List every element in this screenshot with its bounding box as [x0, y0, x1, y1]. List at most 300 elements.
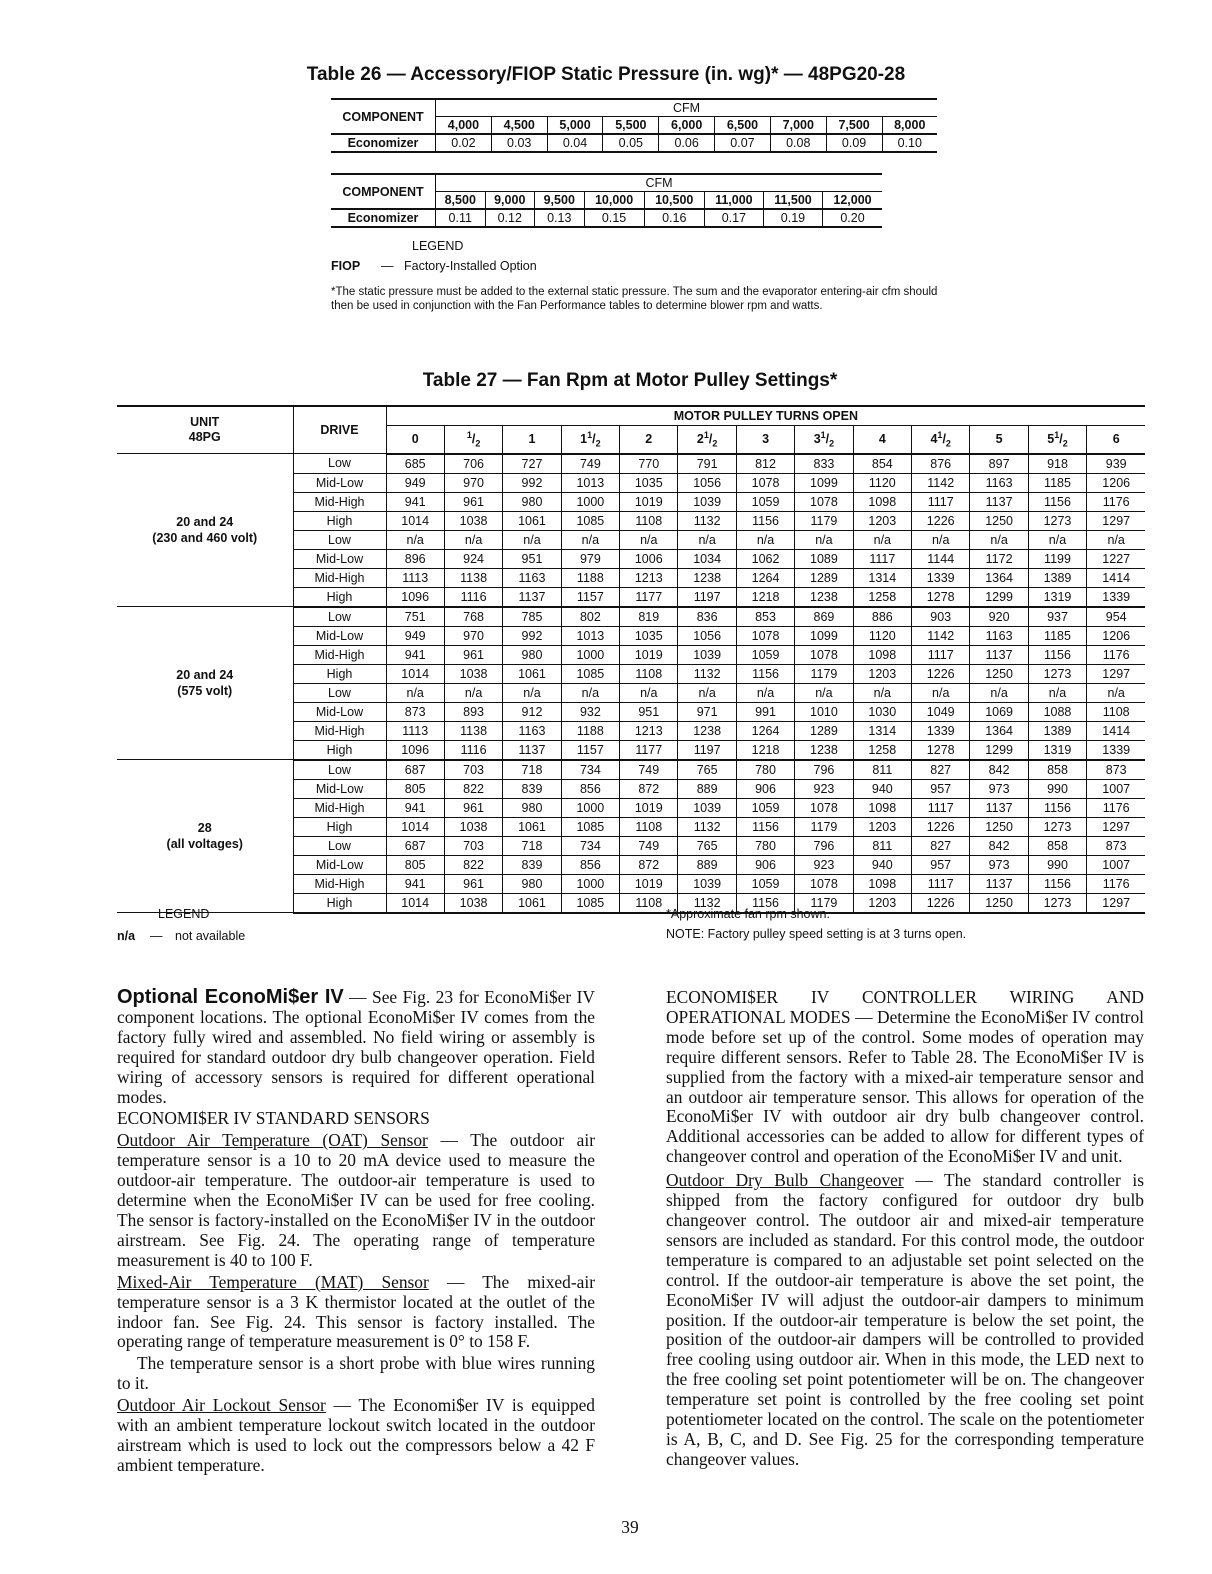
rpm-value: 1056 — [678, 473, 736, 492]
rpm-value: 1039 — [678, 645, 736, 664]
rpm-value: 957 — [912, 779, 970, 798]
rpm-value: 858 — [1028, 760, 1086, 780]
rpm-value: 812 — [736, 454, 794, 474]
rpm-value: 839 — [503, 779, 561, 798]
rpm-value: n/a — [561, 683, 619, 702]
rpm-value: 1096 — [386, 587, 444, 607]
rpm-value: 957 — [912, 855, 970, 874]
controller-wiring-paragraph: ECONOMI$ER IV CONTROLLER WIRING AND OPERATIONAL MODES — Determine the EconoMi$er IV control mode before set up of the control. Some modes of operation may require different sensors. Refer to Table 28. The EconoMi$er IV is supplied from the factory with a mixed-air temperature sensor and an outdoor air temperature sensor. This allows for operation of the EconoMi$er IV with outdoor air dry bulb changeover control. Additional accessories can be added to allow for different types of changeover control and operation of the EconoMi$er IV and unit. — [666, 987, 1144, 1167]
rpm-value: 1078 — [736, 626, 794, 645]
table26-legend-def: Factory-Installed Option — [404, 259, 537, 273]
rpm-value: 1108 — [1087, 702, 1146, 721]
page-number: 39 — [621, 1517, 639, 1537]
rpm-value: 1069 — [970, 702, 1028, 721]
rpm-value: 1142 — [912, 473, 970, 492]
table27-legend-def: not available — [175, 929, 246, 943]
rpm-value: 924 — [444, 549, 502, 568]
rpm-value: 1218 — [736, 587, 794, 607]
rpm-value: 873 — [386, 702, 444, 721]
rpm-value: 1120 — [853, 473, 911, 492]
left-column — [117, 988, 595, 1476]
table26-block-1 — [331, 98, 937, 153]
rpm-value: 687 — [386, 760, 444, 780]
rpm-value: 827 — [912, 836, 970, 855]
rpm-value: 858 — [1028, 836, 1086, 855]
rpm-value: 1117 — [912, 492, 970, 511]
rpm-value: 1078 — [795, 492, 853, 511]
rpm-value: 1013 — [561, 473, 619, 492]
rpm-value: 749 — [561, 454, 619, 474]
rpm-value: n/a — [853, 683, 911, 702]
turns-value: 6 — [1087, 426, 1146, 454]
rpm-value: 1019 — [620, 874, 678, 893]
turns-value: $4^1/_2$ — [912, 426, 970, 454]
rpm-value: 1062 — [736, 549, 794, 568]
rpm-value: 954 — [1087, 607, 1146, 627]
rpm-value: 1096 — [386, 740, 444, 760]
rpm-value: 685 — [386, 454, 444, 474]
rpm-value: 903 — [912, 607, 970, 627]
rpm-value: 1258 — [853, 740, 911, 760]
rpm-value: 1250 — [970, 511, 1028, 530]
rpm-value: 1185 — [1028, 473, 1086, 492]
rpm-value: 1199 — [1028, 549, 1086, 568]
rpm-value: 1116 — [444, 740, 502, 760]
standard-sensors-subheading: ECONOMI$ER IV STANDARD SENSORS — [117, 1108, 430, 1129]
drive-cell: Mid-High — [293, 645, 386, 664]
rpm-value: n/a — [620, 530, 678, 549]
rpm-value: 1014 — [386, 511, 444, 530]
rpm-value: 853 — [736, 607, 794, 627]
rpm-value: 1117 — [912, 798, 970, 817]
rpm-value: 765 — [678, 760, 736, 780]
rpm-value: 1000 — [561, 492, 619, 511]
rpm-value: 869 — [795, 607, 853, 627]
rpm-value: 1289 — [795, 568, 853, 587]
rpm-value: 939 — [1087, 454, 1146, 474]
rpm-value: 1278 — [912, 587, 970, 607]
rpm-value: 1179 — [795, 511, 853, 530]
drive-cell: Low — [293, 530, 386, 549]
rpm-value: 1176 — [1087, 492, 1146, 511]
unit-group-name: 20 and 24 — [176, 515, 234, 530]
drive-cell: High — [293, 740, 386, 760]
rpm-value: 1258 — [853, 587, 911, 607]
drive-cell: Mid-Low — [293, 473, 386, 492]
rpm-value: 1299 — [970, 587, 1028, 607]
rpm-value: 854 — [853, 454, 911, 474]
rpm-value: 1085 — [561, 664, 619, 683]
cfm-value: 10,500 — [644, 192, 704, 210]
rpm-value: 970 — [444, 473, 502, 492]
rpm-value: 1264 — [736, 721, 794, 740]
rpm-value: n/a — [1087, 530, 1146, 549]
rpm-value: 1197 — [678, 587, 736, 607]
rpm-value: n/a — [736, 683, 794, 702]
rpm-value: 1108 — [620, 664, 678, 683]
mat-sensor-title: Mixed-Air Temperature (MAT) Sensor — [117, 1271, 429, 1292]
static-pressure-value: 0.19 — [763, 209, 822, 227]
static-pressure-value: 0.08 — [770, 134, 826, 152]
table26-title: Table 26 — Accessory/FIOP Static Pressure (in. wg)* — 48PG20-28 — [306, 64, 906, 85]
static-pressure-value: 0.11 — [436, 209, 486, 227]
rpm-value: n/a — [678, 683, 736, 702]
rpm-value: 940 — [853, 855, 911, 874]
oat-sensor-title: Outdoor Air Temperature (OAT) Sensor — [117, 1130, 428, 1151]
rpm-value: 1273 — [1028, 664, 1086, 683]
rpm-value: 1019 — [620, 492, 678, 511]
rpm-value: 1226 — [912, 664, 970, 683]
rpm-value: 1203 — [853, 817, 911, 836]
rpm-value: 1156 — [736, 664, 794, 683]
rpm-value: 1038 — [444, 893, 502, 913]
rpm-value: 791 — [678, 454, 736, 474]
rpm-value: n/a — [503, 683, 561, 702]
rpm-value: 941 — [386, 492, 444, 511]
rpm-value: 1273 — [1028, 817, 1086, 836]
rpm-value: 1179 — [795, 893, 853, 913]
rpm-value: 1089 — [795, 549, 853, 568]
rpm-value: 1014 — [386, 893, 444, 913]
rpm-value: 1250 — [970, 817, 1028, 836]
rpm-value: 1078 — [736, 473, 794, 492]
rpm-value: 768 — [444, 607, 502, 627]
rpm-value: 751 — [386, 607, 444, 627]
rpm-value: 906 — [736, 855, 794, 874]
rpm-value: 1319 — [1028, 740, 1086, 760]
rpm-value: 1414 — [1087, 721, 1146, 740]
rpm-value: 1108 — [620, 511, 678, 530]
static-pressure-value: 0.05 — [603, 134, 659, 152]
unit-group — [117, 454, 293, 607]
rpm-value: 805 — [386, 855, 444, 874]
rpm-value: 923 — [795, 779, 853, 798]
rpm-value: 1078 — [795, 874, 853, 893]
static-pressure-value: 0.13 — [535, 209, 585, 227]
rpm-value: 1156 — [1028, 645, 1086, 664]
rpm-value: 811 — [853, 760, 911, 780]
static-pressure-value: 0.06 — [659, 134, 715, 152]
static-pressure-value: 0.07 — [715, 134, 771, 152]
drive-cell: Mid-High — [293, 798, 386, 817]
rpm-value: 1039 — [678, 492, 736, 511]
economizer-label: Economizer — [331, 209, 436, 227]
rpm-value: 1389 — [1028, 721, 1086, 740]
rpm-value: 1035 — [620, 473, 678, 492]
rpm-value: 932 — [561, 702, 619, 721]
rpm-value: 970 — [444, 626, 502, 645]
rpm-value: 973 — [970, 779, 1028, 798]
rpm-value: 1138 — [444, 568, 502, 587]
rpm-value: n/a — [736, 530, 794, 549]
rpm-value: 1250 — [970, 664, 1028, 683]
rpm-value: 971 — [678, 702, 736, 721]
rpm-value: 1078 — [795, 645, 853, 664]
drive-cell: Mid-Low — [293, 702, 386, 721]
rpm-value: 951 — [620, 702, 678, 721]
drive-cell: Mid-Low — [293, 626, 386, 645]
rpm-value: 1085 — [561, 511, 619, 530]
component-header: COMPONENT — [331, 174, 436, 209]
rpm-value: 770 — [620, 454, 678, 474]
rpm-value: 1085 — [561, 817, 619, 836]
rpm-value: 990 — [1028, 855, 1086, 874]
rpm-value: 1061 — [503, 511, 561, 530]
rpm-value: 1157 — [561, 740, 619, 760]
rpm-value: 780 — [736, 760, 794, 780]
rpm-value: 805 — [386, 779, 444, 798]
rpm-value: 1188 — [561, 721, 619, 740]
rpm-value: 1203 — [853, 893, 911, 913]
static-pressure-value: 0.20 — [823, 209, 882, 227]
unit-sub-label: 48PG — [188, 430, 221, 445]
rpm-value: 1014 — [386, 664, 444, 683]
rpm-value: 980 — [503, 645, 561, 664]
rpm-value: 889 — [678, 855, 736, 874]
rpm-value: 1264 — [736, 568, 794, 587]
rpm-value: 1177 — [620, 587, 678, 607]
rpm-value: 1238 — [678, 568, 736, 587]
rpm-value: 973 — [970, 855, 1028, 874]
rpm-value: 1273 — [1028, 893, 1086, 913]
rpm-value: 1113 — [386, 721, 444, 740]
rpm-value: 1019 — [620, 798, 678, 817]
component-header: COMPONENT — [331, 99, 436, 134]
rpm-value: 1000 — [561, 798, 619, 817]
rpm-value: 873 — [1087, 760, 1146, 780]
rpm-value: 949 — [386, 626, 444, 645]
rpm-value: 1007 — [1087, 779, 1146, 798]
rpm-value: 1213 — [620, 568, 678, 587]
table27-title: Table 27 — Fan Rpm at Motor Pulley Settings* — [422, 370, 838, 391]
rpm-value: 1019 — [620, 645, 678, 664]
rpm-value: 1203 — [853, 511, 911, 530]
cfm-value: 5,500 — [603, 117, 659, 135]
rpm-value: 734 — [561, 760, 619, 780]
cfm-value: 11,500 — [763, 192, 822, 210]
rpm-value: 941 — [386, 874, 444, 893]
rpm-value: 941 — [386, 798, 444, 817]
cfm-value: 8,500 — [436, 192, 486, 210]
rpm-value: 1289 — [795, 721, 853, 740]
rpm-value: 893 — [444, 702, 502, 721]
rpm-value: 1176 — [1087, 874, 1146, 893]
rpm-value: 1099 — [795, 626, 853, 645]
rpm-value: 802 — [561, 607, 619, 627]
rpm-value: 923 — [795, 855, 853, 874]
unit-group-voltage: (230 and 460 volt) — [152, 531, 258, 546]
rpm-value: 897 — [970, 454, 1028, 474]
rpm-value: 1117 — [853, 549, 911, 568]
rpm-value: 1038 — [444, 664, 502, 683]
unit-group-name: 20 and 24 — [176, 668, 234, 683]
rpm-value: 872 — [620, 855, 678, 874]
drive-cell: Mid-High — [293, 492, 386, 511]
table26-legend-abbr: FIOP — [331, 259, 361, 273]
static-pressure-value: 0.15 — [584, 209, 644, 227]
rpm-value: 1142 — [912, 626, 970, 645]
rpm-value: 912 — [503, 702, 561, 721]
rpm-value: 796 — [795, 760, 853, 780]
rpm-value: 796 — [795, 836, 853, 855]
rpm-value: n/a — [1028, 530, 1086, 549]
rpm-value: 886 — [853, 607, 911, 627]
rpm-value: 1085 — [561, 893, 619, 913]
cfm-value: 10,000 — [584, 192, 644, 210]
rpm-value: n/a — [853, 530, 911, 549]
rpm-value: 1156 — [736, 893, 794, 913]
table26-legend-title: LEGEND — [412, 239, 464, 253]
rpm-value: 1163 — [970, 626, 1028, 645]
rpm-value: 1203 — [853, 664, 911, 683]
rpm-value: 876 — [912, 454, 970, 474]
cfm-value: 12,000 — [823, 192, 882, 210]
rpm-value: 687 — [386, 836, 444, 855]
rpm-value: 785 — [503, 607, 561, 627]
rpm-value: 889 — [678, 779, 736, 798]
rpm-value: 1098 — [853, 874, 911, 893]
rpm-value: 1156 — [736, 817, 794, 836]
turns-value: $2^1/_2$ — [678, 426, 736, 454]
rpm-value: 1206 — [1087, 626, 1146, 645]
rpm-value: 1137 — [503, 587, 561, 607]
rpm-value: 1000 — [561, 645, 619, 664]
rpm-value: 1108 — [620, 817, 678, 836]
dry-bulb-title: Outdoor Dry Bulb Changeover — [666, 1170, 904, 1191]
lockout-sensor-title: Outdoor Air Lockout Sensor — [117, 1395, 326, 1416]
rpm-value: n/a — [970, 683, 1028, 702]
unit-group — [117, 607, 293, 760]
drive-cell: Low — [293, 836, 386, 855]
rpm-value: 1120 — [853, 626, 911, 645]
rpm-value: 1056 — [678, 626, 736, 645]
turns-value: $^1/_2$ — [444, 426, 502, 454]
rpm-value: 980 — [503, 874, 561, 893]
turns-header: MOTOR PULLEY TURNS OPEN — [386, 406, 1145, 426]
rpm-value: 1273 — [1028, 511, 1086, 530]
rpm-value: 1297 — [1087, 817, 1146, 836]
rpm-value: 1098 — [853, 645, 911, 664]
rpm-value: 1238 — [795, 740, 853, 760]
rpm-value: 937 — [1028, 607, 1086, 627]
unit-group-voltage: (all voltages) — [166, 837, 243, 852]
cfm-value: 4,500 — [491, 117, 547, 135]
rpm-value: 727 — [503, 454, 561, 474]
rpm-value: 1227 — [1087, 549, 1146, 568]
rpm-value: 856 — [561, 779, 619, 798]
rpm-value: 734 — [561, 836, 619, 855]
cfm-value: 6,000 — [659, 117, 715, 135]
drive-cell: Low — [293, 607, 386, 627]
rpm-value: 1061 — [503, 664, 561, 683]
rpm-value: 1116 — [444, 587, 502, 607]
rpm-value: 1218 — [736, 740, 794, 760]
rpm-value: 918 — [1028, 454, 1086, 474]
static-pressure-value: 0.17 — [704, 209, 763, 227]
rpm-value: 1108 — [620, 893, 678, 913]
cfm-header: CFM — [436, 99, 938, 117]
rpm-value: 839 — [503, 855, 561, 874]
static-pressure-value: 0.12 — [485, 209, 535, 227]
rpm-value: 873 — [1087, 836, 1146, 855]
table27-legend-title: LEGEND — [158, 907, 210, 921]
rpm-value: 1179 — [795, 664, 853, 683]
rpm-value: 1157 — [561, 587, 619, 607]
turns-value: 1 — [503, 426, 561, 454]
rpm-value: 1238 — [795, 587, 853, 607]
rpm-value: 1206 — [1087, 473, 1146, 492]
rpm-value: 1113 — [386, 568, 444, 587]
cfm-value: 9,000 — [485, 192, 535, 210]
rpm-value: 1179 — [795, 817, 853, 836]
economiser-intro: — See Fig. 23 for EconoMi$er IV component locations. The optional EconoMi$er IV comes from the factory fully wired and assembled. No field wiring or assembly is required for standard outdoor dry bulb changeover operation. Field wiring of accessory sensors is required for different operational modes. — [117, 987, 595, 1107]
right-column — [666, 988, 1144, 1470]
rpm-value: 980 — [503, 492, 561, 511]
rpm-value: 1007 — [1087, 855, 1146, 874]
unit-group — [117, 760, 293, 913]
rpm-value: 990 — [1028, 779, 1086, 798]
rpm-value: 1099 — [795, 473, 853, 492]
rpm-value: 1059 — [736, 492, 794, 511]
rpm-value: 718 — [503, 760, 561, 780]
rpm-value: n/a — [795, 530, 853, 549]
rpm-value: 842 — [970, 760, 1028, 780]
cfm-value: 6,500 — [715, 117, 771, 135]
rpm-value: 1185 — [1028, 626, 1086, 645]
drive-cell: High — [293, 511, 386, 530]
cfm-value: 8,000 — [882, 117, 937, 135]
rpm-value: 1177 — [620, 740, 678, 760]
rpm-value: n/a — [970, 530, 1028, 549]
rpm-value: 842 — [970, 836, 1028, 855]
rpm-value: 1226 — [912, 817, 970, 836]
economiser-heading: Optional EconoMi$er IV — [117, 986, 344, 1008]
rpm-value: 1299 — [970, 740, 1028, 760]
rpm-value: 1188 — [561, 568, 619, 587]
table26-footnote: *The static pressure must be added to the external static pressure. The sum and the evaporator entering-air cfm should then be used in conjunction with the Fan Performance tables to determine blower rpm and watts. — [331, 286, 938, 312]
rpm-value: 1059 — [736, 798, 794, 817]
turns-value: $5^1/_2$ — [1028, 426, 1086, 454]
probe-paragraph: The temperature sensor is a short probe with blue wires running to it. — [117, 1353, 595, 1394]
rpm-value: n/a — [386, 683, 444, 702]
rpm-value: 896 — [386, 549, 444, 568]
cfm-value: 7,500 — [826, 117, 882, 135]
rpm-value: 1172 — [970, 549, 1028, 568]
rpm-value: 1132 — [678, 511, 736, 530]
rpm-value: 961 — [444, 492, 502, 511]
rpm-value: 1061 — [503, 893, 561, 913]
unit-group-voltage: (575 volt) — [177, 684, 233, 699]
table26-block-2 — [331, 173, 882, 228]
rpm-value: 1117 — [912, 645, 970, 664]
rpm-value: 1226 — [912, 511, 970, 530]
table27-note-1: *Approximate fan rpm shown. — [666, 907, 830, 921]
unit-label: UNIT — [190, 415, 220, 430]
rpm-value: 940 — [853, 779, 911, 798]
rpm-value: 703 — [444, 836, 502, 855]
rpm-value: 1132 — [678, 817, 736, 836]
cfm-value: 11,000 — [704, 192, 763, 210]
rpm-value: 822 — [444, 779, 502, 798]
table27 — [117, 405, 1145, 914]
rpm-value: 961 — [444, 874, 502, 893]
cfm-header: CFM — [436, 174, 883, 192]
mat-sensor-body: — The mixed-air temperature sensor is a 3 K thermistor located at the outlet of the indoor fan. See Fig. 24. This sensor is factory installed. The operating range of temperature measurement is 0° to 158 F. — [117, 1271, 595, 1352]
rpm-value: 1364 — [970, 568, 1028, 587]
rpm-value: 961 — [444, 798, 502, 817]
static-pressure-value: 0.10 — [882, 134, 937, 152]
table27-legend-dash: — — [150, 929, 163, 943]
